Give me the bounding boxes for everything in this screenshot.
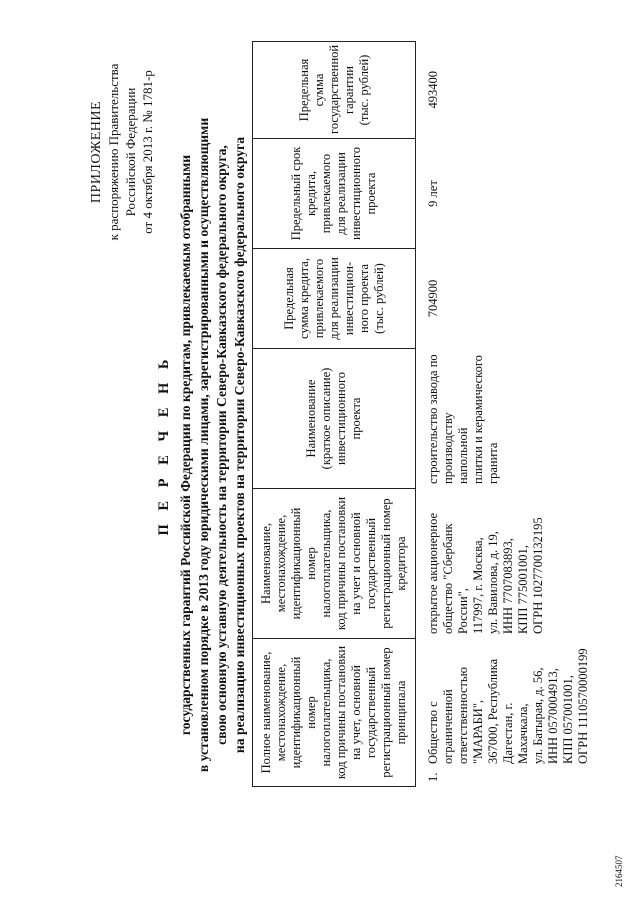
principal-text: Общество с ограниченной ответственностью "МАРАБИ", 367000, Республика Дагестан, г. Махачкала, ул. Батырая, д. 56, ИНН 0570004913, КПП 057001001, ОГРН 1110570000199 (426, 648, 590, 764)
header-creditor: Наименование, местонахождение, идентификационный номер налогоплательщика, код причины постановки на учет и основной государственный регистрационный номер кредитора (253, 489, 416, 639)
heading-line-2: в установленном порядке в 2013 году юридическими лицами, зарегистрированными и осуществляющими (196, 117, 211, 773)
appendix-title: ПРИЛОЖЕНИЕ (89, 100, 104, 204)
cell-creditor: открытое акционерное общество "Сбербанк России", 117997, г. Москва, ул. Вавилова, д. 19, ИНН 7707083893, КПП 775001001, ОГРН 1027700132195 (426, 512, 545, 634)
header-guarantee-amount: Предельная сумма государственной гарантии (тыс. рублей) (253, 42, 416, 139)
header-project: Наименование (краткое описание) инвестиционного проекта (253, 349, 416, 489)
heading-title: П Е Р Е Ч Е Н Ь (156, 354, 172, 536)
header-credit-term: Предельный срок кредита, привлекаемого для реализации инвестиционного проекта (253, 139, 416, 249)
document-heading (155, 95, 249, 795)
table-row (416, 42, 596, 787)
document-code: 2164507 (614, 855, 624, 887)
header-credit-amount: Предельная сумма кредита, привлекаемого для реализации инвестицион- ного проекта (тыс. рублей) (253, 249, 416, 349)
cell-principal (416, 639, 596, 787)
appendix-line-2: Российской Федерации (123, 87, 138, 217)
cell-project: строительство завода по производству напольной плитки и керамического гранита (426, 354, 500, 484)
row-number: 1. (426, 772, 440, 782)
header-principal: Полное наименование, местонахождение, идентификационный номер налогоплательщика, код причины постановки на учет, основной государственный регистрационный номер принципала (253, 639, 416, 787)
table-header-row (253, 42, 416, 787)
cell-guarantee-amount: 493400 (426, 71, 440, 109)
guarantees-table (252, 41, 595, 787)
heading-line-1: государственных гарантий Российской Федерации по кредитам, привлекаемым отобранными (178, 154, 193, 736)
heading-line-4: на реализацию инвестиционных проектов на территории Северо-Кавказского федерального округа (232, 136, 247, 754)
appendix-block (88, 27, 156, 277)
appendix-line-3: от 4 октября 2013 г. № 1781-р (140, 70, 155, 234)
cell-credit-amount: 704900 (426, 279, 440, 318)
heading-line-3: свою основную уставную деятельность на территории Северо-Кавказского федерального округа, (214, 145, 229, 745)
cell-credit-term: 9 лет (426, 180, 440, 207)
appendix-line-1: к распоряжению Правительства (106, 63, 121, 241)
